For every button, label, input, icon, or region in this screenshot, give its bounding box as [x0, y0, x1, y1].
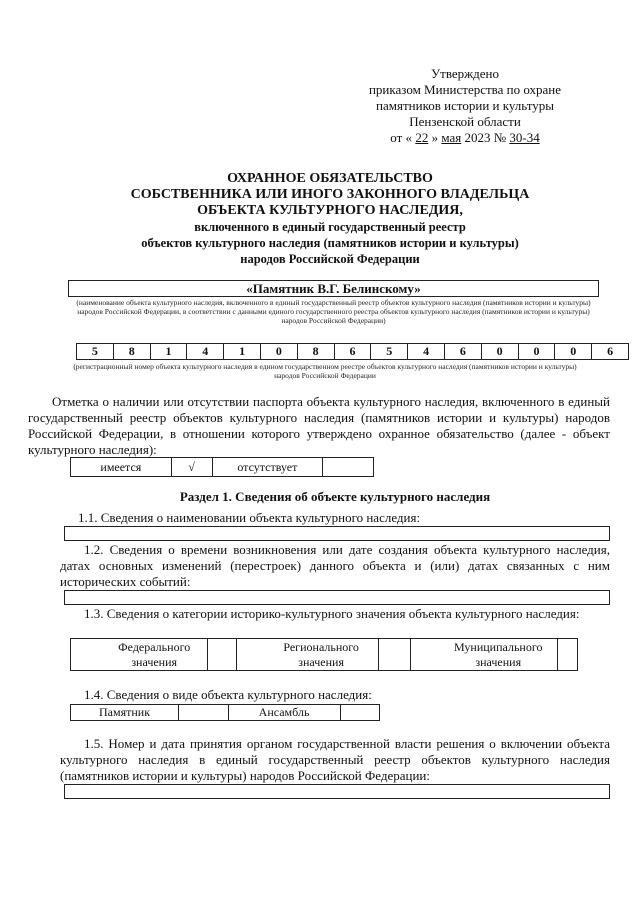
title-line-3: ОБЪЕКТА КУЛЬТУРНОГО НАСЛЕДИЯ, — [197, 203, 463, 218]
passport-absent-label: отсутствует — [212, 458, 323, 477]
category-municipal-checkbox[interactable] — [558, 639, 578, 671]
section-1-5-field[interactable] — [64, 784, 610, 799]
date-month: мая — [441, 130, 462, 145]
registration-digit: 6 — [334, 344, 371, 360]
approval-block — [360, 66, 570, 146]
passport-exists-label: имеется — [71, 458, 172, 477]
registration-digit: 5 — [371, 344, 408, 360]
category-federal-checkbox[interactable] — [208, 639, 236, 671]
registration-digit: 4 — [187, 344, 224, 360]
order-number: 30-34 — [509, 130, 540, 145]
section-1-2-field[interactable] — [64, 590, 610, 605]
registration-digit: 8 — [297, 344, 334, 360]
approval-line-2: приказом Министерства по охране — [368, 82, 562, 97]
object-name-caption: (наименование объекта культурного наследия, включенного в единый государственный реестр объектов культурного наследия (памятников истории и культуры) народов Российской Федерации, в соответствии с данными единого государственного реестра объектов культурного наследия (памятников истории и культуры) народов Российской Федерации) — [76, 298, 591, 325]
category-table — [70, 638, 578, 671]
section-1-3-label: 1.3. Сведения о категории историко-культурного значения объекта культурного наследия: — [84, 606, 580, 621]
type-monument-label: Памятник — [71, 705, 179, 721]
title-line-2: СОБСТВЕННИКА ИЛИ ИНОГО ЗАКОННОГО ВЛАДЕЛЬЦА — [130, 187, 530, 202]
approval-line-4: Пензенской области — [409, 114, 521, 129]
registration-caption: (регистрационный номер объекта культурного наследия в едином государственном реестре объектов культурного наследия (памятников истории и культуры) народов Российской Федерации — [73, 362, 577, 380]
document-title — [60, 171, 600, 267]
date-mid: » — [431, 130, 439, 145]
type-ensemble-label: Ансамбль — [228, 705, 340, 721]
type-monument-checkbox[interactable] — [179, 705, 228, 721]
title-line-6: народов Российской Федерации — [240, 252, 420, 266]
category-federal-label: Федерального значения — [71, 639, 208, 671]
section-1-1-field[interactable] — [64, 526, 610, 541]
date-prefix: от « — [390, 130, 413, 145]
date-year: 2023 № — [464, 130, 507, 145]
registration-digit: 0 — [481, 344, 518, 360]
section-1-2-label: 1.2. Сведения о времени возникновения или дате создания объекта культурного наследия, датах основных изменений (перестроек) данного объекта и (или) датах связанных с ним исторических событий: — [60, 542, 610, 589]
registration-digit: 1 — [224, 344, 261, 360]
section-1-4-label: 1.4. Сведения о виде объекта культурного наследия: — [84, 687, 372, 702]
approval-date-line — [360, 130, 570, 146]
passport-table — [70, 457, 374, 477]
registration-digit: 5 — [77, 344, 114, 360]
object-name-field: «Памятник В.Г. Белинскому» — [68, 280, 599, 297]
registration-digit: 0 — [518, 344, 555, 360]
title-line-1: ОХРАННОЕ ОБЯЗАТЕЛЬСТВО — [227, 171, 433, 186]
passport-exists-checkbox[interactable]: √ — [171, 458, 212, 477]
section-1-title: Раздел 1. Сведения об объекте культурного наследия — [179, 489, 491, 504]
category-regional-label: Регионального значения — [236, 639, 378, 671]
category-municipal-label: Муниципального значения — [411, 639, 558, 671]
type-ensemble-checkbox[interactable] — [340, 705, 379, 721]
type-table — [70, 704, 380, 721]
registration-digit: 6 — [592, 344, 629, 360]
approval-line-3: памятников истории и культуры — [376, 98, 554, 113]
registration-digit: 6 — [444, 344, 481, 360]
registration-digit: 1 — [150, 344, 187, 360]
date-day: 22 — [415, 130, 429, 145]
title-line-5: объектов культурного наследия (памятников истории и культуры) — [141, 236, 519, 250]
registration-digit: 4 — [408, 344, 445, 360]
section-1-1-label: 1.1. Сведения о наименовании объекта культурного наследия: — [78, 510, 421, 525]
category-regional-checkbox[interactable] — [378, 639, 411, 671]
registration-digit: 0 — [555, 344, 592, 360]
registration-number-table — [76, 343, 629, 360]
registration-digit: 0 — [260, 344, 297, 360]
title-line-4: включенного в единый государственный реестр — [194, 220, 466, 234]
registration-digit: 8 — [113, 344, 150, 360]
passport-absent-checkbox[interactable] — [323, 458, 374, 477]
section-1-5-label: 1.5. Номер и дата принятия органом государственной власти решения о включении объекта культурного наследия в единый государственный реестр объектов культурного наследия (памятников истории и культуры) народов Российской Федерации: — [60, 736, 610, 783]
passport-paragraph: Отметка о наличии или отсутствии паспорта объекта культурного наследия, включенного в единый государственный реестр объектов культурного наследия (памятников истории и культуры) народов Российской Федерации, в отношении которого утверждено охранное обязательство (далее - объект культурного наследия): — [28, 394, 610, 457]
approval-line-1: Утверждено — [430, 66, 500, 81]
